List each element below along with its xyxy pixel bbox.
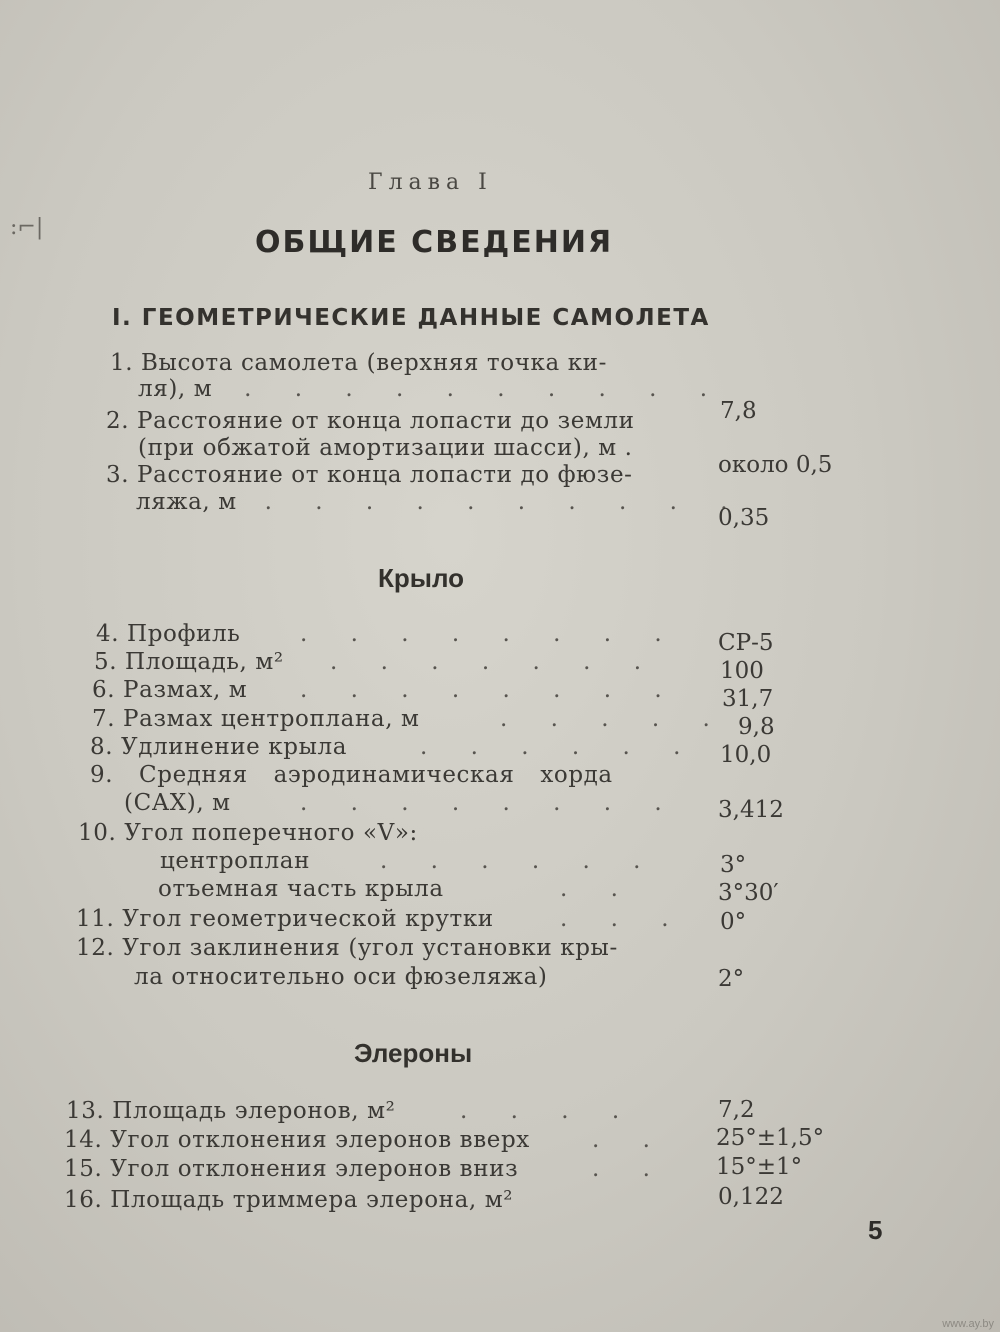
item-2-line-2: (при обжатой амортизации шасси), м . [138,435,633,461]
item-5-value: 100 [720,658,764,684]
item-6-value: 31,7 [722,686,774,712]
section-title: I. ГЕОМЕТРИЧЕСКИЕ ДАННЫЕ САМОЛЕТА [112,305,710,331]
item-14-leader: . . [592,1127,668,1153]
item-2-value: около 0,5 [718,452,833,478]
item-7-label: 7. Размах центроплана, м [92,706,420,732]
item-14-value: 25°±1,5° [716,1125,825,1151]
item-6-leader: . . . . . . . . [300,677,680,703]
item-9-leader: . . . . . . . . [300,790,680,816]
item-16-value: 0,122 [718,1184,784,1210]
item-12-label: ла относительно оси фюзеляжа) [134,964,548,990]
item-9-line-1: 9. Средняя аэродинамическая хорда [90,762,613,788]
item-3-label: ляжа, м [136,489,237,515]
item-5-leader: . . . . . . . [330,649,660,675]
item-8-value: 10,0 [720,742,772,768]
item-16-label: 16. Площадь триммера элерона, м² [64,1187,514,1213]
chapter-label: Глава I [368,170,493,195]
item-13-value: 7,2 [718,1097,755,1123]
watermark: www.ay.by [942,1318,994,1330]
item-15-value: 15°±1° [716,1154,803,1180]
item-12-value: 2° [718,966,745,992]
ailerons-heading: Элероны [354,1038,473,1068]
item-1-line-1: 1. Высота самолета (верхняя точка ки- [110,350,607,376]
item-10a-leader: . . . . . . [380,848,659,874]
item-10b-label: отъемная часть крыла [158,876,444,902]
item-9-value: 3,412 [718,797,784,823]
item-10b-value: 3°30′ [718,880,779,906]
page-number: 5 [868,1215,883,1245]
item-7-leader: . . . . . [500,706,728,732]
item-6-label: 6. Размах, м [92,677,248,703]
item-1-leader: . . . . . . . . . . [244,376,726,402]
item-1-value: 7,8 [720,398,757,424]
item-1-label: ля), м [138,376,213,402]
item-10-heading: 10. Угол поперечного «V»: [78,820,418,846]
item-10b-leader: . . [560,876,636,902]
item-3-line-2 [136,489,746,515]
pencil-mark: :⌐| [10,215,44,240]
item-12-line-1: 12. Угол заклинения (угол установки кры- [76,935,618,961]
item-4-value: СР-5 [718,630,774,656]
item-15-label: 15. Угол отклонения элеронов вниз [64,1156,519,1182]
item-11-value: 0° [720,909,747,935]
item-2-line-1: 2. Расстояние от конца лопасти до земли [106,408,635,434]
item-3-value: 0,35 [718,505,770,531]
item-13-label: 13. Площадь элеронов, м² [66,1098,396,1124]
item-14-label: 14. Угол отклонения элеронов вверх [64,1127,530,1153]
item-13-leader: . . . . [460,1098,638,1124]
item-8-leader: . . . . . . [420,734,699,760]
item-15-leader: . . [592,1156,668,1182]
item-1-line-2 [138,376,725,402]
chapter-title: ОБЩИЕ СВЕДЕНИЯ [255,225,614,260]
item-11-leader: . . . [560,906,687,932]
item-9-label: (САХ), м [124,790,231,816]
item-8-label: 8. Удлинение крыла [90,734,348,760]
item-11-label: 11. Угол геометрической крутки [76,906,494,932]
item-10a-value: 3° [720,852,747,878]
item-3-leader: . . . . . . . . . . [264,489,746,515]
item-4-leader: . . . . . . . . [300,621,680,647]
item-10a-label: центроплан [160,848,311,874]
item-4-label: 4. Профиль [96,621,241,647]
item-3-line-1: 3. Расстояние от конца лопасти до фюзе- [106,462,633,488]
wing-heading: Крыло [378,563,465,593]
item-5-label: 5. Площадь, м² [94,649,284,675]
item-7-value: 9,8 [738,714,775,740]
